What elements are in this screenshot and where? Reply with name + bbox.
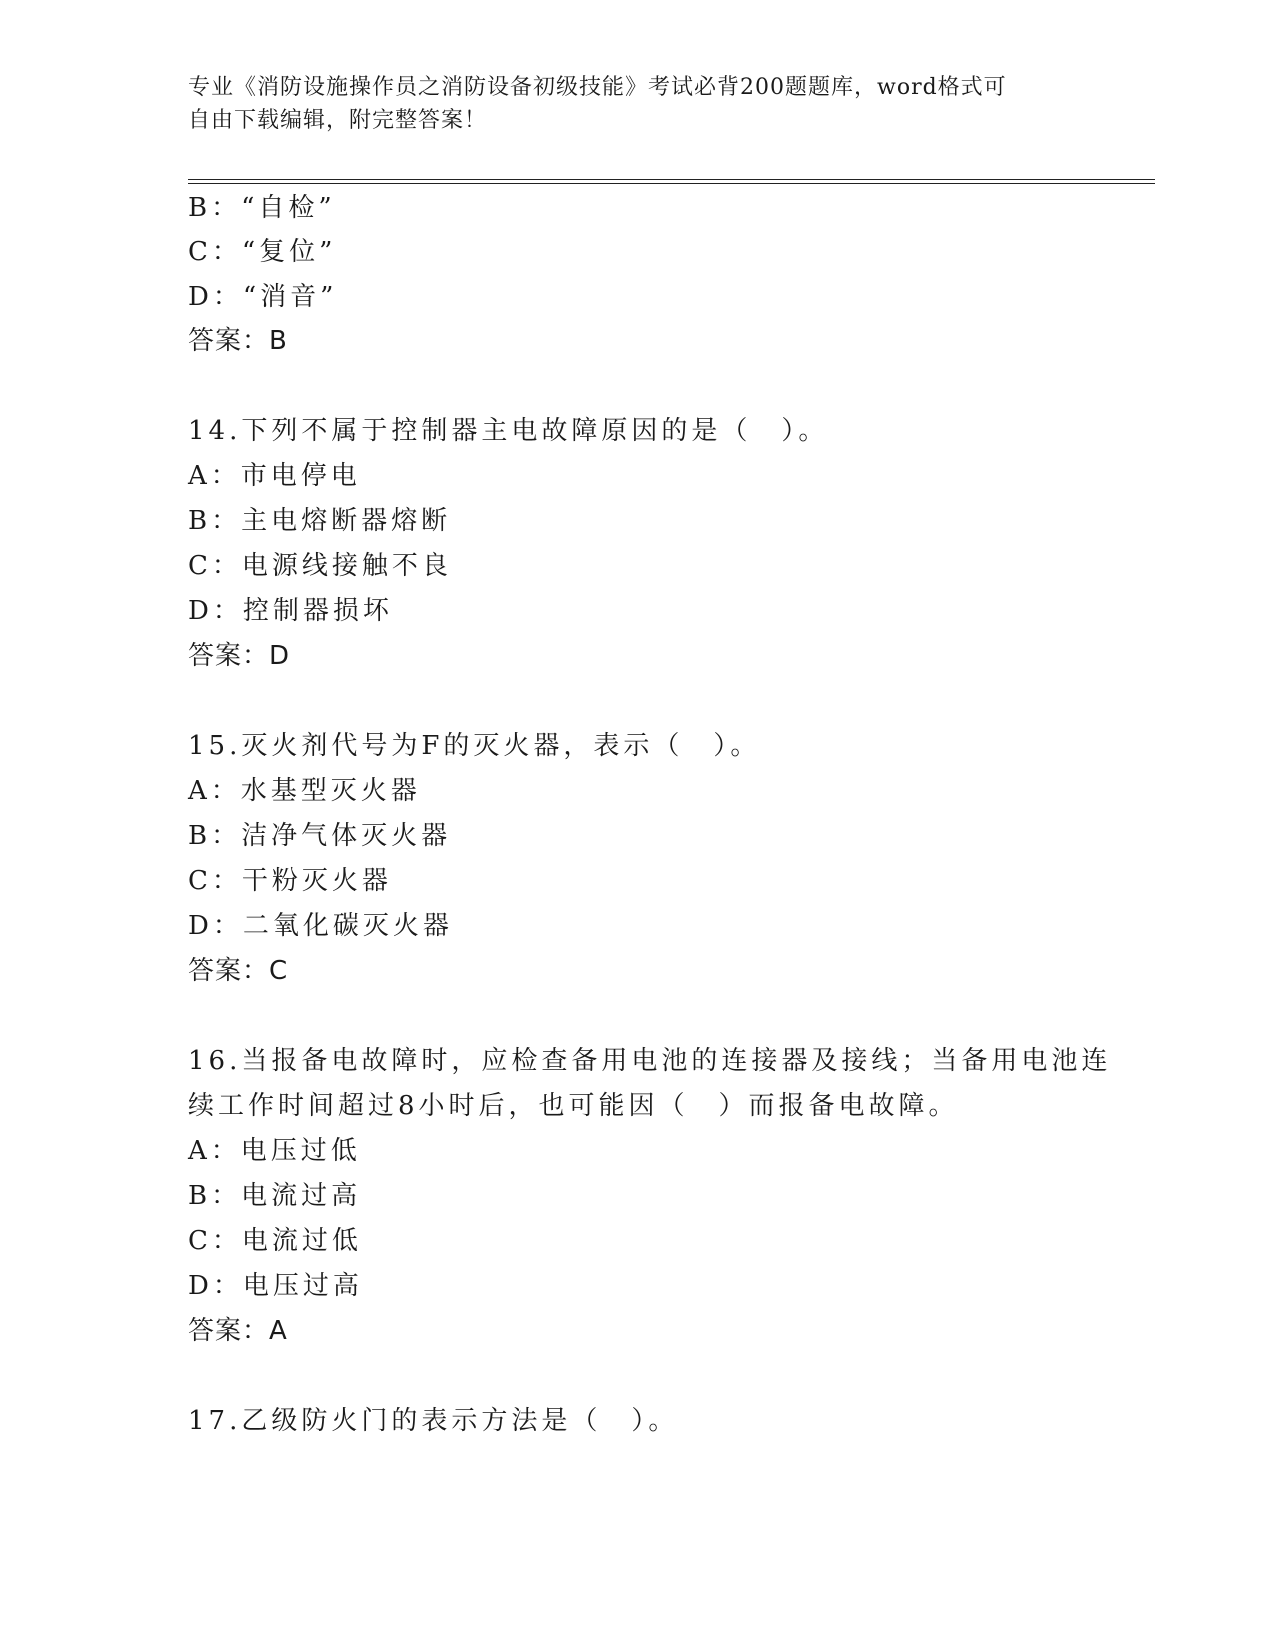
header-title-line-1: 专业《消防设施操作员之消防设备初级技能》考试必背200题题库，word格式可: [188, 75, 1007, 100]
q17-stem: 17.乙级防火门的表示方法是（ ）。: [188, 1406, 679, 1436]
header-divider-top: [188, 179, 1155, 180]
q13-option-c: C：“复位”: [188, 237, 337, 267]
q15-option-a: A：水基型灭火器: [188, 776, 421, 806]
q14-option-c: C：电源线接触不良: [188, 551, 452, 581]
q13-option-b: B：“自检”: [188, 193, 336, 223]
q15-stem: 15.灭火剂代号为F的灭火器，表示（ ）。: [188, 731, 761, 761]
q15-answer: 答案：C: [188, 956, 289, 986]
q14-option-b: B：主电熔断器熔断: [188, 506, 452, 536]
q16-option-b: B：电流过高: [188, 1181, 362, 1211]
q16-option-d: D：电压过高: [188, 1271, 363, 1301]
q14-stem: 14.下列不属于控制器主电故障原因的是（ ）。: [188, 416, 829, 446]
q13-option-d: D：“消音”: [188, 282, 338, 312]
q14-answer: 答案：D: [188, 641, 291, 671]
q14-option-a: A：市电停电: [188, 461, 361, 491]
header-divider-bottom: [188, 183, 1155, 184]
q16-option-c: C：电流过低: [188, 1226, 362, 1256]
q16-answer: 答案：A: [188, 1316, 288, 1346]
q16-stem-line-1: 16.当报备电故障时，应检查备用电池的连接器及接线；当备用电池连: [188, 1046, 1112, 1076]
q15-option-d: D：二氧化碳灭火器: [188, 911, 453, 941]
header-title-line-2: 自由下载编辑，附完整答案！: [188, 108, 488, 133]
q15-option-c: C：干粉灭火器: [188, 866, 392, 896]
q16-stem-line-2: 续工作时间超过8小时后，也可能因（ ）而报备电故障。: [188, 1091, 959, 1121]
q15-option-b: B：洁净气体灭火器: [188, 821, 452, 851]
document-header: [188, 71, 1068, 137]
q14-option-d: D：控制器损坏: [188, 596, 393, 626]
q16-option-a: A：电压过低: [188, 1136, 361, 1166]
q13-answer: 答案：B: [188, 326, 288, 356]
